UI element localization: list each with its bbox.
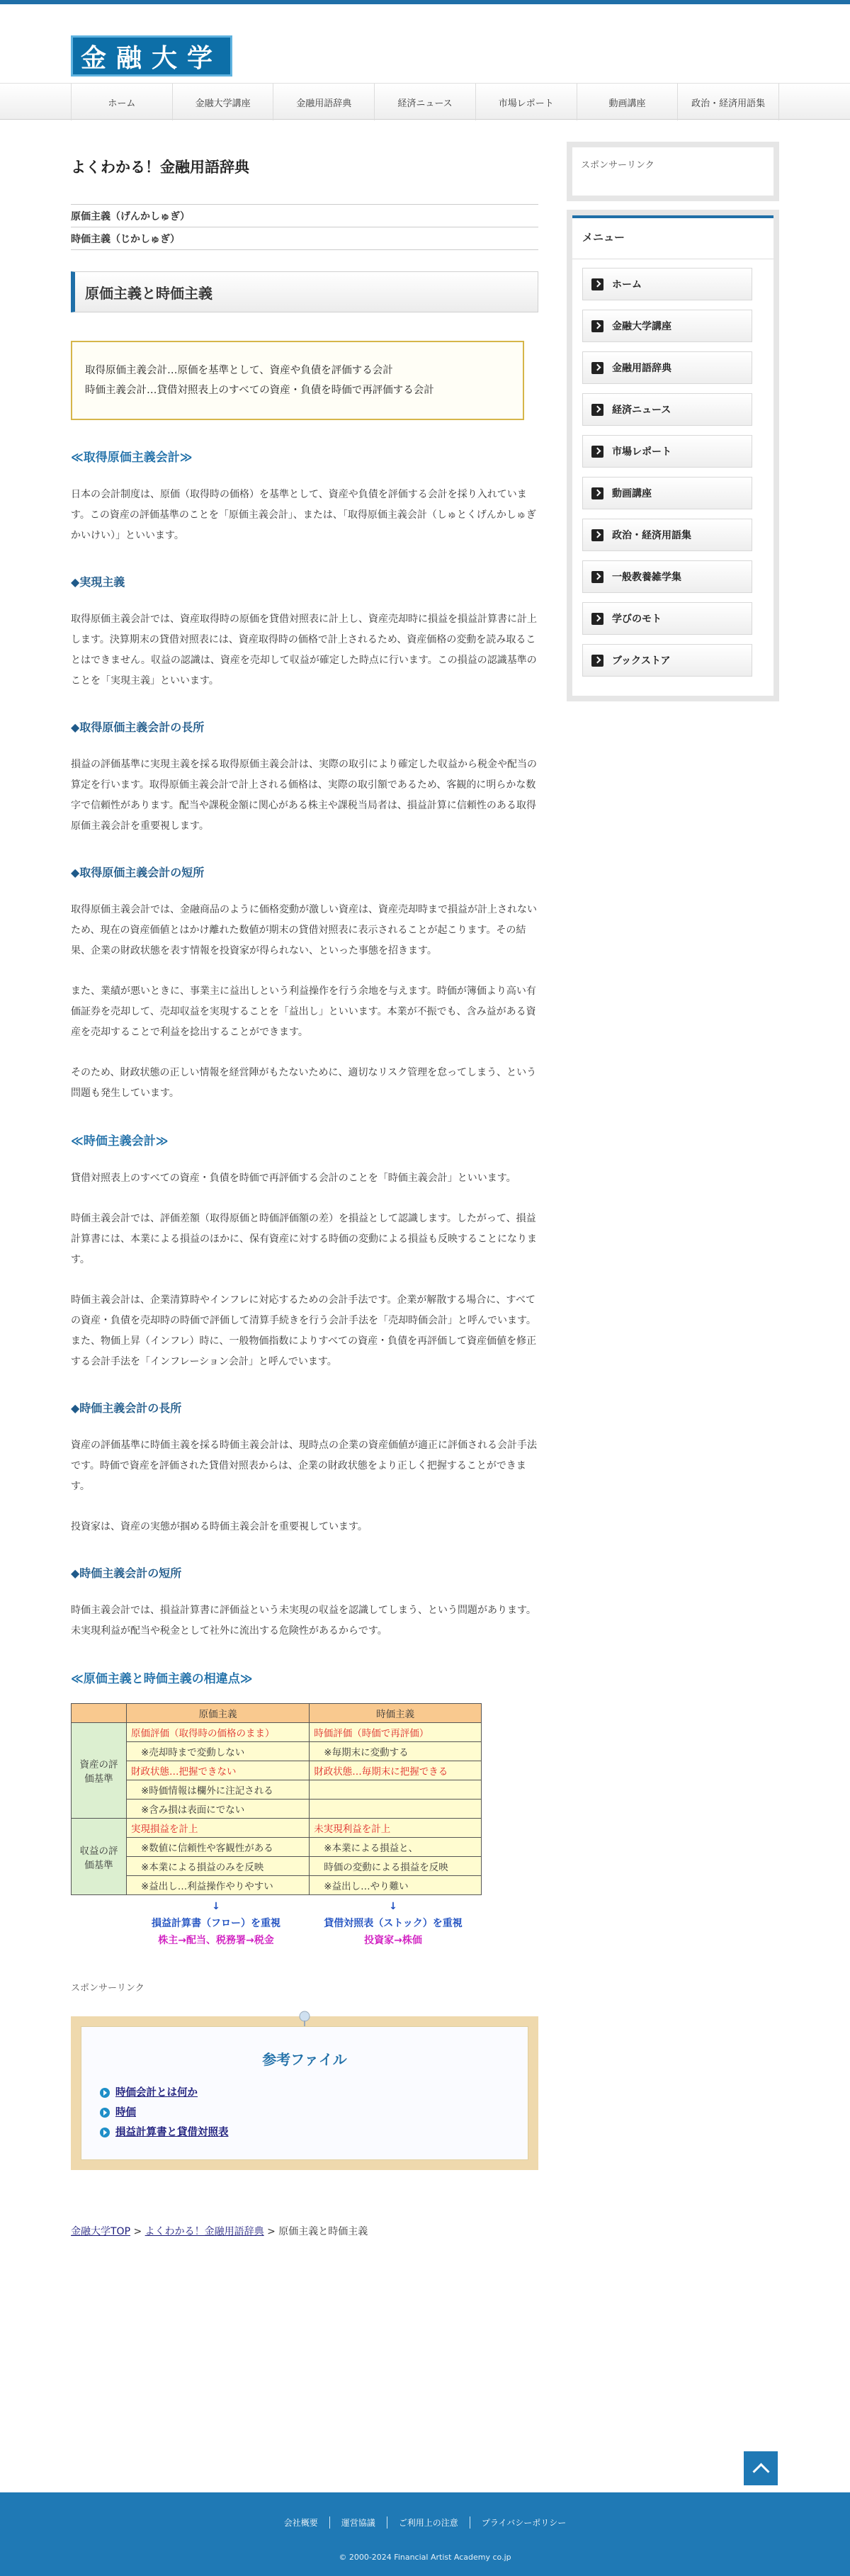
subsection-heading: ◆取得原価主義会計の短所	[71, 866, 205, 879]
down-arrow-icon: ↓	[389, 1901, 397, 1912]
sidebar-item-economy-news[interactable]	[582, 393, 752, 426]
footer-link-privacy[interactable]: プライバシーポリシー	[481, 2518, 567, 2528]
nav-item-dictionary[interactable]: 金融用語辞典	[273, 84, 375, 120]
subsection-heading: ◆時価主義会計の長所	[71, 1401, 182, 1415]
table-header	[72, 1704, 127, 1723]
reference-link[interactable]	[100, 2123, 509, 2142]
term-item: 原価主義（げんかしゅぎ）	[71, 204, 538, 227]
reference-card	[81, 2026, 528, 2160]
breadcrumb-separator: >	[130, 2226, 145, 2237]
table-cell: 時価の変動による損益を反映	[310, 1857, 482, 1876]
sidebar-item-label: ブックストア	[612, 655, 671, 667]
table-conclusion	[71, 1898, 482, 1949]
table-cell: 財政状態…把握できない	[127, 1761, 310, 1780]
paragraph: 資産の評価基準に時価主義を採る時価主義会計は、現時点の企業の資産価値が適正に評価される会計手法です。時価で資産を評価された貸借対照表からは、企業の財政状態をより正しく把握することができます。	[71, 1440, 537, 1492]
breadcrumb-top-link[interactable]: 金融大学TOP	[71, 2226, 131, 2237]
paragraph: そのため、財政状態の正しい情報を経営陣がもたないために、適切なリスク管理を怠ってしまう、という問題も発生しています。	[71, 1067, 537, 1099]
sidebar-item-manabi[interactable]	[582, 602, 752, 635]
main-content	[71, 142, 538, 2238]
breadcrumb-dictionary-link[interactable]: よくわかる！金融用語辞典	[144, 2226, 264, 2237]
sidebar-item-glossary[interactable]	[582, 519, 752, 551]
paragraph: 時価主義会計では、損益計算書に評価益という未実現の収益を認識してしまう、という問題があります。未実現利益が配当や税金として社外に流出する危険性があるからです。	[71, 1605, 536, 1637]
nav-item-economy-news[interactable]: 経済ニュース	[375, 84, 476, 120]
footer-link-company[interactable]: 会社概要	[273, 2516, 330, 2529]
chevron-right-icon	[591, 487, 604, 499]
nav-item-market-report[interactable]: 市場レポート	[476, 84, 577, 120]
reference-link[interactable]	[100, 2083, 509, 2103]
copyright: © 2000-2024 Financial Artist Academy co.jp	[339, 2553, 511, 2562]
sidebar-item-label: 動画講座	[612, 488, 652, 499]
section-heading: ≪取得原価主義会計≫	[71, 451, 193, 465]
chevron-right-icon	[591, 404, 604, 416]
conclusion-stakeholder: 投資家→株価	[364, 1935, 422, 1946]
sidebar-item-label: 金融大学講座	[612, 321, 672, 332]
sidebar-item-label: 金融用語辞典	[612, 363, 672, 374]
table-cell: 時価評価（時価で再評価）	[310, 1723, 482, 1742]
comparison-table	[71, 1703, 482, 1895]
term-item: 時価主義（じかしゅぎ）	[71, 227, 538, 250]
nav-item-course[interactable]: 金融大学講座	[173, 84, 274, 120]
table-cell: ※益出し…利益操作やりやすい	[127, 1876, 310, 1895]
chevron-right-icon	[591, 529, 604, 541]
table-cell: 未実現利益を計上	[310, 1819, 482, 1838]
sidebar-sponsored-box	[567, 142, 779, 201]
chevron-right-icon	[591, 655, 604, 667]
global-nav	[0, 83, 850, 120]
chevron-right-icon	[591, 278, 604, 290]
sidebar-sponsored-label: スポンサーリンク	[581, 160, 654, 171]
summary-box	[71, 341, 524, 420]
section-heading: ≪時価主義会計≫	[71, 1134, 169, 1148]
table-category: 資産の評価基準	[72, 1723, 127, 1819]
site-logo[interactable]: 金融大学	[71, 35, 232, 77]
reference-link-label[interactable]: 損益計算書と貸借対照表	[115, 2127, 229, 2138]
nav-item-video[interactable]: 動画講座	[577, 84, 679, 120]
paragraph: 投資家は、資産の実態が掴める時価主義会計を重要視しています。	[71, 1521, 368, 1532]
arrow-circle-icon	[100, 2088, 110, 2098]
reference-title: 参考ファイル	[262, 2051, 347, 2068]
site-footer	[0, 2492, 850, 2576]
subsection-heading: ◆実現主義	[71, 575, 125, 589]
footer-link-terms[interactable]: ご利用上の注意	[387, 2516, 470, 2529]
chevron-right-icon	[591, 446, 604, 458]
nav-item-home[interactable]: ホーム	[71, 84, 173, 120]
sidebar-item-label: 市場レポート	[612, 446, 672, 458]
reference-box	[71, 2016, 538, 2170]
table-cell: ※本業による損益のみを反映	[127, 1857, 310, 1876]
summary-line: 取得原価主義会計…原価を基準として、資産や負債を評価する会計	[85, 365, 393, 376]
page-title: よくわかる！金融用語辞典	[71, 159, 249, 176]
paragraph: また、業績が悪いときに、事業主に益出しという利益操作を行う余地を与えます。時価が簿価より高い有価証券を売却して、売却収益を実現することを「益出し」といいます。本業が不振でも、含み益がある資産を売却することで利益を捻出することができます。	[71, 985, 536, 1038]
sidebar-item-label: 経済ニュース	[612, 405, 672, 416]
table-cell: ※売却時まで変動しない	[127, 1742, 310, 1761]
table-header: 時価主義	[310, 1704, 482, 1723]
table-category: 収益の評価基準	[72, 1819, 127, 1895]
table-header: 原価主義	[127, 1704, 310, 1723]
paragraph: 貸借対照表上のすべての資産・負債を時価で再評価する会計のことを「時価主義会計」といいます。	[71, 1173, 516, 1184]
sidebar-menu	[567, 210, 779, 701]
breadcrumb-separator: >	[264, 2226, 279, 2237]
breadcrumb-current: 原価主義と時価主義	[278, 2226, 368, 2237]
table-cell: ※時価情報は欄外に注記される	[127, 1780, 310, 1800]
paragraph: 時価主義会計は、企業清算時やインフレに対応するための会計手法です。企業が解散する場合に、すべての資産・負債を売却時の時価で評価して清算手続きを行う会計手法を「売却時価会計」と呼んでいます。また、物価上昇（インフレ）時に、一般物価指数によりすべての資産・負債を再評価して資産価値を修正する会計手法を「インフレーション会計」と呼んでいます。	[71, 1294, 537, 1367]
conclusion-focus: 損益計算書（フロー）を重視	[152, 1918, 280, 1929]
chevron-right-icon	[591, 320, 604, 332]
conclusion-stakeholder: 株主→配当、税務署→税金	[158, 1935, 274, 1946]
summary-line: 時価主義会計…貸借対照表上のすべての資産・負債を時価で再評価する会計	[85, 385, 434, 396]
paragraph: 時価主義会計では、評価差額（取得原価と時価評価額の差）を損益として認識します。したがって、損益計算書には、本業による損益のほかに、保有資産に対する時価の変動による損益も反映することになります。	[71, 1213, 537, 1265]
sidebar-item-bookstore[interactable]	[582, 644, 752, 677]
reference-link[interactable]	[100, 2103, 509, 2123]
pin-icon	[298, 2011, 312, 2026]
arrow-circle-icon	[100, 2128, 110, 2137]
sidebar-item-label: 政治・経済用語集	[612, 530, 691, 541]
paragraph: 取得原価主義会計では、資産取得時の原価を貸借対照表に計上し、資産売却時に損益を損益計算書に計上します。決算期末の貸借対照表には、資産取得時の価格で計上されるため、資産価格の変動を読み取ることはできません。収益の認識は、資産を売却して収益が確定した時点に行います。この損益の認識基準のことを「実現主義」といいます。	[71, 614, 537, 687]
table-cell: ※含み損は表面にでない	[127, 1800, 310, 1819]
sidebar-item-dictionary[interactable]	[582, 351, 752, 384]
sidebar-item-trivia[interactable]	[582, 560, 752, 593]
breadcrumb	[71, 2224, 538, 2238]
conclusion-focus: 貸借対照表（ストック）を重視	[324, 1918, 463, 1929]
conclusion-left	[71, 1898, 305, 1949]
table-cell: 財政状態…毎期末に把握できる	[310, 1761, 482, 1780]
section-heading: ≪原価主義と時価主義の相違点≫	[71, 1672, 253, 1686]
back-to-top-button[interactable]	[744, 2451, 778, 2485]
sidebar-item-video[interactable]	[582, 477, 752, 509]
footer-links	[0, 2516, 850, 2529]
chevron-right-icon	[591, 613, 604, 625]
reference-link-label[interactable]: 時価	[115, 2107, 136, 2118]
subsection-heading: ◆取得原価主義会計の長所	[71, 721, 205, 734]
sidebar-menu-title: メニュー	[572, 215, 774, 259]
chevron-right-icon	[591, 362, 604, 374]
conclusion-right	[305, 1898, 482, 1949]
table-cell: ※毎期末に変動する	[310, 1742, 482, 1761]
table-cell: ※数値に信頼性や客観性がある	[127, 1838, 310, 1857]
sidebar-item-market-report[interactable]	[582, 435, 752, 468]
paragraph: 日本の会計制度は、原価（取得時の価格）を基準として、資産や負債を評価する会計を採り入れています。この資産の評価基準のことを「原価主義会計」、または、「取得原価主義会計（しゅとくげんかしゅぎかいけい）」といいます。	[71, 489, 536, 541]
subsection-heading: ◆時価主義会計の短所	[71, 1566, 182, 1580]
term-list	[71, 204, 538, 250]
table-cell: ※本業による損益と、	[310, 1838, 482, 1857]
arrow-circle-icon	[100, 2108, 110, 2118]
reference-link-label[interactable]: 時価会計とは何か	[115, 2087, 198, 2098]
sidebar-item-course[interactable]	[582, 310, 752, 342]
sidebar-menu-list	[572, 259, 774, 696]
article-title: 原価主義と時価主義	[71, 271, 538, 312]
sponsored-label: スポンサーリンク	[71, 1983, 144, 1994]
table-cell: 実現損益を計上	[127, 1819, 310, 1838]
paragraph: 取得原価主義会計では、金融商品のように価格変動が激しい資産は、資産売却時まで損益が計上されないため、現在の資産価値とはかけ離れた数値が期末の貸借対照表に表示されることが起こります。その結果、企業の財政状態を表す情報を投資家が得られない、といった事態を招きます。	[71, 904, 537, 956]
down-arrow-icon: ↓	[212, 1901, 220, 1912]
table-cell: 原価評価（取得時の価格のまま）	[127, 1723, 310, 1742]
sidebar-item-home[interactable]	[582, 268, 752, 300]
sidebar	[567, 142, 779, 701]
sidebar-item-label: 一般教養雑学集	[612, 572, 681, 583]
paragraph: 損益の評価基準に実現主義を採る取得原価主義会計は、実際の取引により確定した収益から税金や配当の算定を行います。取得原価主義会計で計上される価格は、実際の取引額であるため、客観的に明らかな数字で信頼性があります。配当や課税金額に関心がある株主や課税当局者は、損益計算に信頼性のある取得原価主義会計を重要視します。	[71, 759, 537, 832]
site-header	[0, 4, 850, 77]
table-cell	[310, 1800, 482, 1819]
table-cell: ※益出し…やり難い	[310, 1876, 482, 1895]
sidebar-item-label: 学びのモト	[612, 614, 662, 625]
chevron-right-icon	[591, 571, 604, 583]
table-cell	[310, 1780, 482, 1800]
nav-item-glossary[interactable]: 政治・経済用語集	[678, 84, 779, 120]
footer-link-policy[interactable]: 運営協議	[330, 2516, 387, 2529]
sidebar-item-label: ホーム	[612, 279, 642, 290]
